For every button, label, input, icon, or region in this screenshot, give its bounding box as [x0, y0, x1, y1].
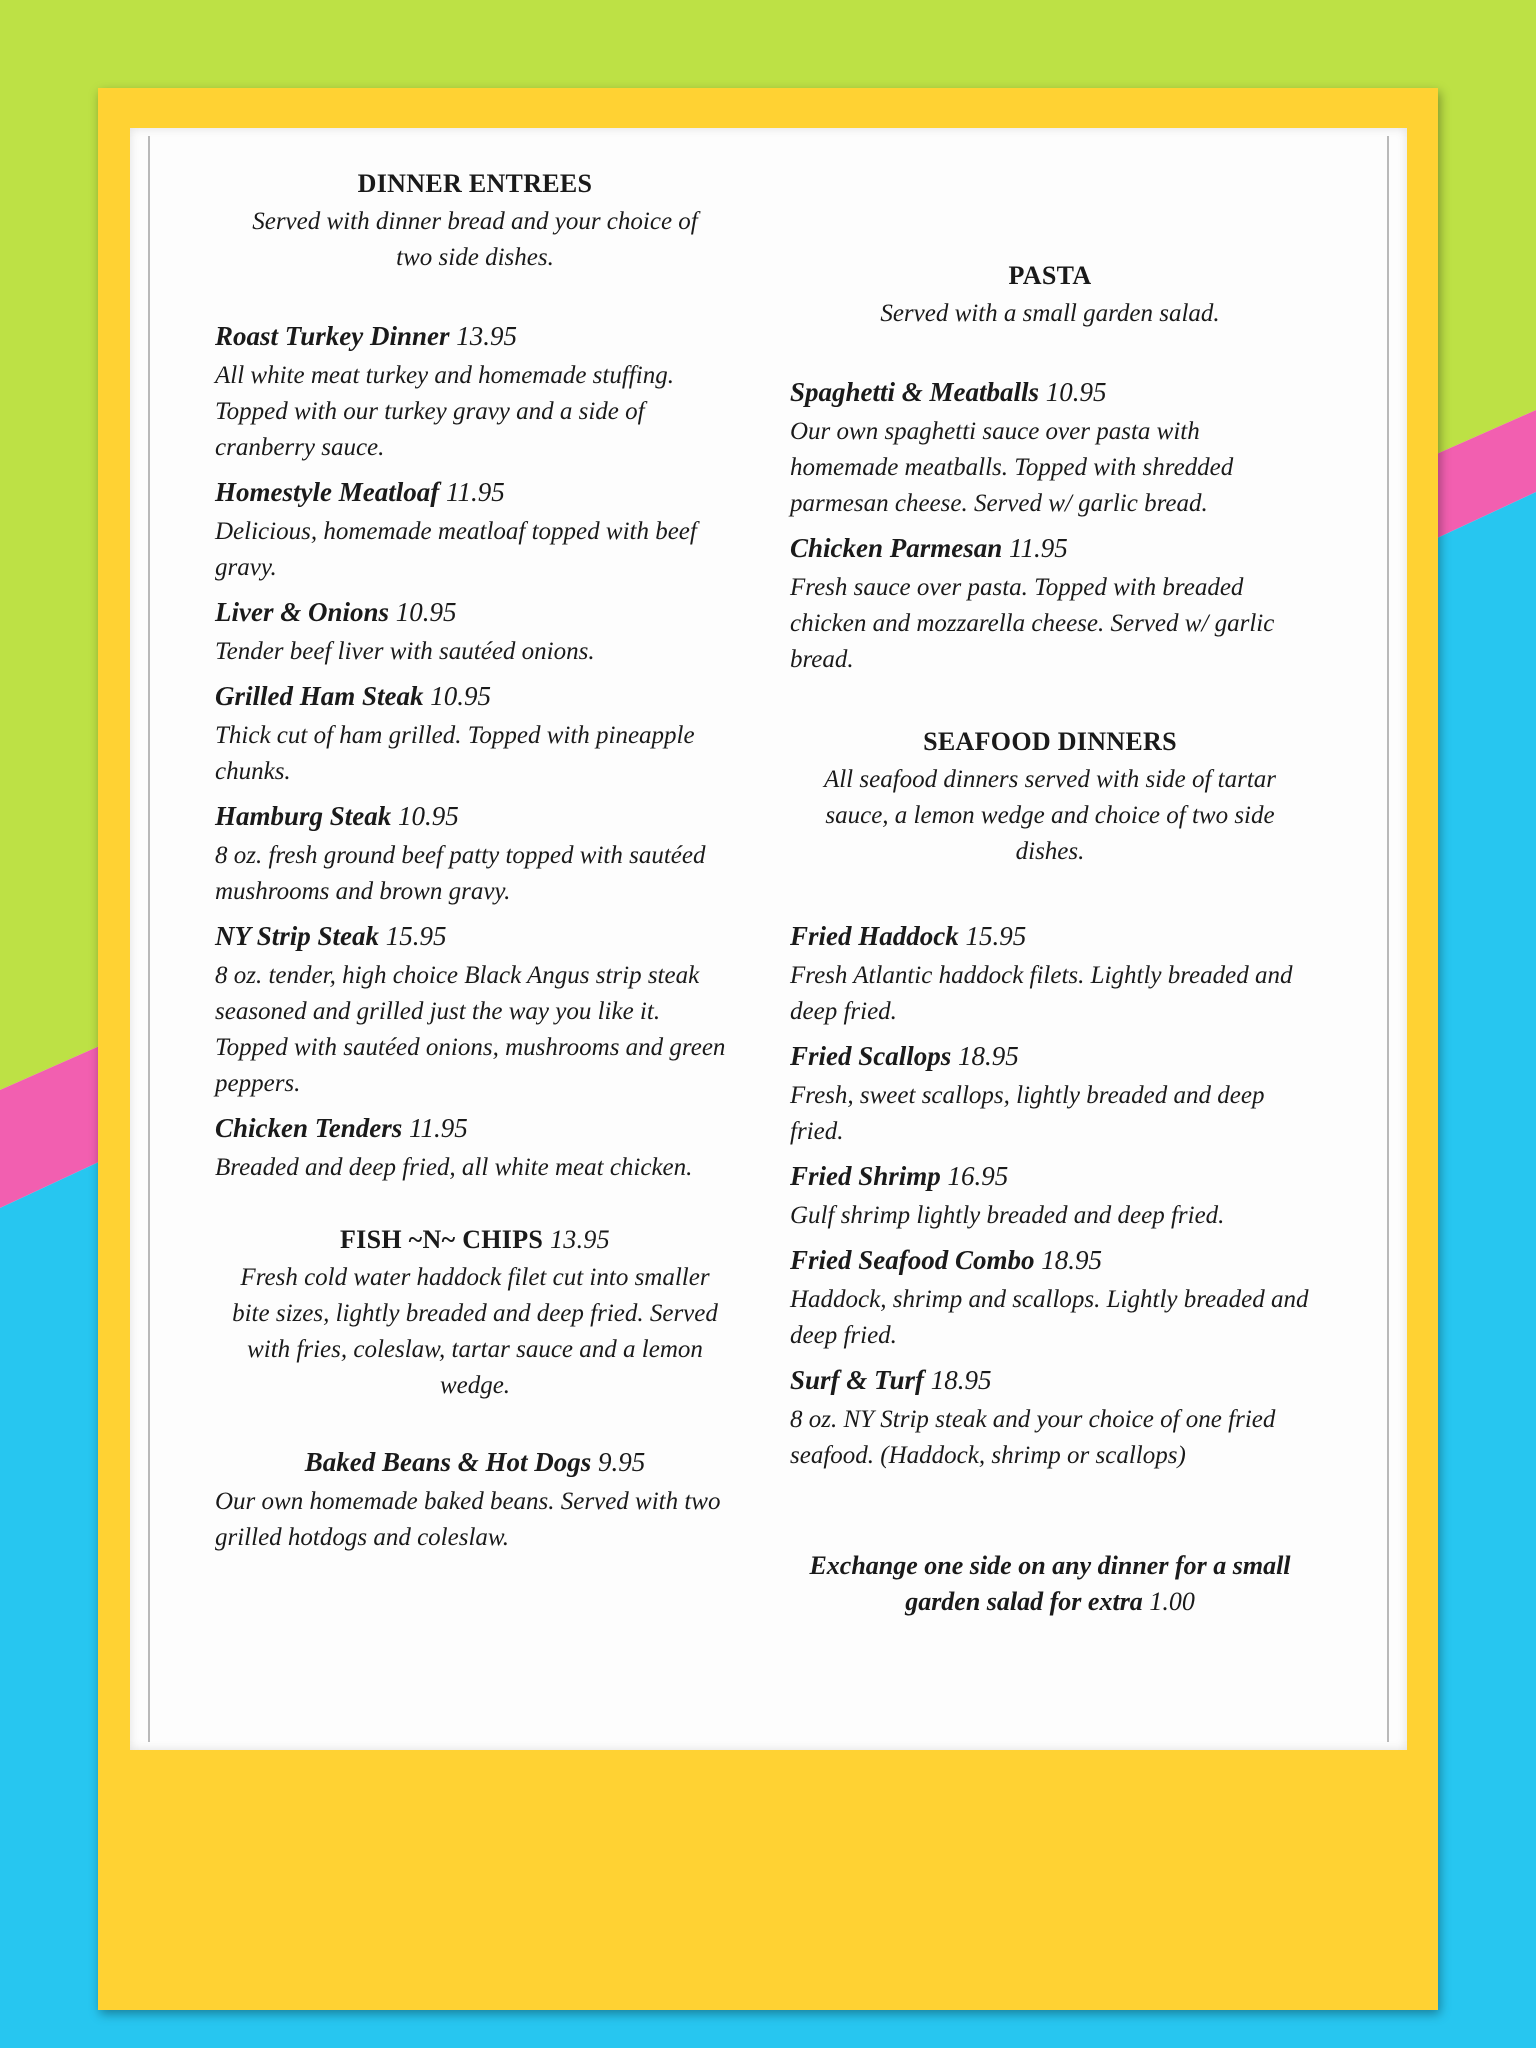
menu-left-column — [215, 168, 735, 1556]
item-name: Grilled Ham Steak — [215, 681, 424, 711]
item-name: Fried Haddock — [790, 921, 959, 951]
item-description: Fresh sauce over pasta. Topped with breaded chicken and mozzarella cheese. Served w/ garlic bread. — [790, 574, 1275, 673]
item-price: 10.95 — [395, 597, 457, 627]
menu-item-fish-chips — [215, 1224, 735, 1404]
item-description: Our own spaghetti sauce over pasta with homemade meatballs. Topped with shredded parmesan cheese. Served w/ garlic bread. — [790, 418, 1234, 517]
pasta-subtitle: Served with a small garden salad. — [880, 300, 1220, 327]
item-price: 11.95 — [409, 1113, 468, 1143]
item-name: FISH ~N~ CHIPS — [340, 1225, 544, 1254]
item-price: 16.95 — [947, 1161, 1009, 1191]
item-description: Fresh Atlantic haddock filets. Lightly breaded and deep fried. — [790, 962, 1293, 1025]
item-description: Fresh, sweet scallops, lightly breaded and deep fried. — [790, 1082, 1265, 1145]
item-name: Chicken Tenders — [215, 1113, 403, 1143]
item-name: Fried Shrimp — [790, 1161, 941, 1191]
exchange-side-note — [790, 1548, 1310, 1620]
item-name: Chicken Parmesan — [790, 533, 1003, 563]
item-description: 8 oz. tender, high choice Black Angus strip steak seasoned and grilled just the way you like it. Topped with sautéed onions, mushrooms and green peppers. — [215, 962, 726, 1097]
item-name: NY Strip Steak — [215, 921, 380, 951]
item-price: 13.95 — [549, 1225, 610, 1254]
item-price: 13.95 — [456, 321, 518, 351]
item-description: 8 oz. fresh ground beef patty topped with sautéed mushrooms and brown gravy. — [215, 842, 706, 905]
menu-item-fried-haddock — [790, 918, 1310, 1030]
item-description: Haddock, shrimp and scallops. Lightly breaded and deep fried. — [790, 1286, 1309, 1349]
item-price: 15.95 — [385, 921, 447, 951]
menu-item-spaghetti-meatballs — [790, 374, 1310, 522]
item-price: 10.95 — [398, 801, 459, 831]
item-description: Our own homemade baked beans. Served with two grilled hotdogs and coleslaw. — [215, 1488, 721, 1551]
item-price: 9.95 — [598, 1447, 646, 1477]
item-price: 10.95 — [430, 681, 491, 711]
menu-item-chicken-parmesan — [790, 530, 1310, 678]
item-description: 8 oz. NY Strip steak and your choice of one fried seafood. (Haddock, shrimp or scallops) — [790, 1406, 1276, 1469]
item-price: 10.95 — [1045, 377, 1107, 407]
item-name: Fried Seafood Combo — [790, 1245, 1035, 1275]
menu-right-column — [790, 168, 1310, 1620]
item-price: 18.95 — [1041, 1245, 1103, 1275]
exchange-note-text: Exchange one side on any dinner for a small garden salad for extra — [809, 1551, 1291, 1616]
menu-item-fried-scallops — [790, 1038, 1310, 1150]
item-name: Homestyle Meatloaf — [215, 477, 440, 507]
menu-page — [130, 128, 1407, 1750]
item-name: Baked Beans & Hot Dogs — [304, 1447, 592, 1477]
menu-item-ny-strip — [215, 918, 735, 1102]
item-name: Roast Turkey Dinner — [215, 321, 450, 351]
item-description: Gulf shrimp lightly breaded and deep fried. — [790, 1202, 1225, 1229]
dinner-entrees-subtitle: Served with dinner bread and your choice of two side dishes. — [252, 208, 698, 271]
pasta-title: PASTA — [1008, 261, 1092, 290]
item-name: Spaghetti & Meatballs — [790, 377, 1040, 407]
menu-item-chicken-tenders — [215, 1110, 735, 1186]
item-price: 15.95 — [965, 921, 1027, 951]
menu-item-fried-shrimp — [790, 1158, 1310, 1234]
item-description: Fresh cold water haddock filet cut into smaller bite sizes, lightly breaded and deep fried. Served with fries, coleslaw, tartar sauce and a lemon wedge. — [232, 1264, 718, 1399]
item-name: Surf & Turf — [790, 1365, 925, 1395]
seafood-subtitle: All seafood dinners served with side of tartar sauce, a lemon wedge and choice of two side dishes. — [823, 766, 1277, 865]
seafood-title: SEAFOOD DINNERS — [923, 727, 1177, 756]
menu-item-liver-onions — [215, 594, 735, 670]
dinner-entrees-title: DINNER ENTREES — [357, 169, 593, 198]
menu-item-baked-beans — [215, 1444, 735, 1556]
item-price: 11.95 — [1009, 533, 1068, 563]
item-name: Liver & Onions — [215, 597, 390, 627]
item-price: 18.95 — [958, 1041, 1019, 1071]
item-description: Tender beef liver with sautéed onions. — [215, 638, 595, 665]
item-name: Hamburg Steak — [215, 801, 392, 831]
exchange-note-price: 1.00 — [1149, 1587, 1195, 1616]
menu-item-seafood-combo — [790, 1242, 1310, 1354]
menu-item-roast-turkey — [215, 318, 735, 466]
menu-item-hamburg-steak — [215, 798, 735, 910]
item-name: Fried Scallops — [790, 1041, 952, 1071]
menu-item-ham-steak — [215, 678, 735, 790]
item-description: All white meat turkey and homemade stuffing. Topped with our turkey gravy and a side of cranberry sauce. — [215, 362, 674, 461]
item-description: Delicious, homemade meatloaf topped with beef gravy. — [215, 518, 697, 581]
item-description: Breaded and deep fried, all white meat chicken. — [215, 1154, 693, 1181]
item-price: 11.95 — [445, 477, 505, 507]
menu-item-meatloaf — [215, 474, 735, 586]
item-description: Thick cut of ham grilled. Topped with pineapple chunks. — [215, 722, 695, 785]
item-price: 18.95 — [930, 1365, 992, 1395]
menu-item-surf-turf — [790, 1362, 1310, 1474]
